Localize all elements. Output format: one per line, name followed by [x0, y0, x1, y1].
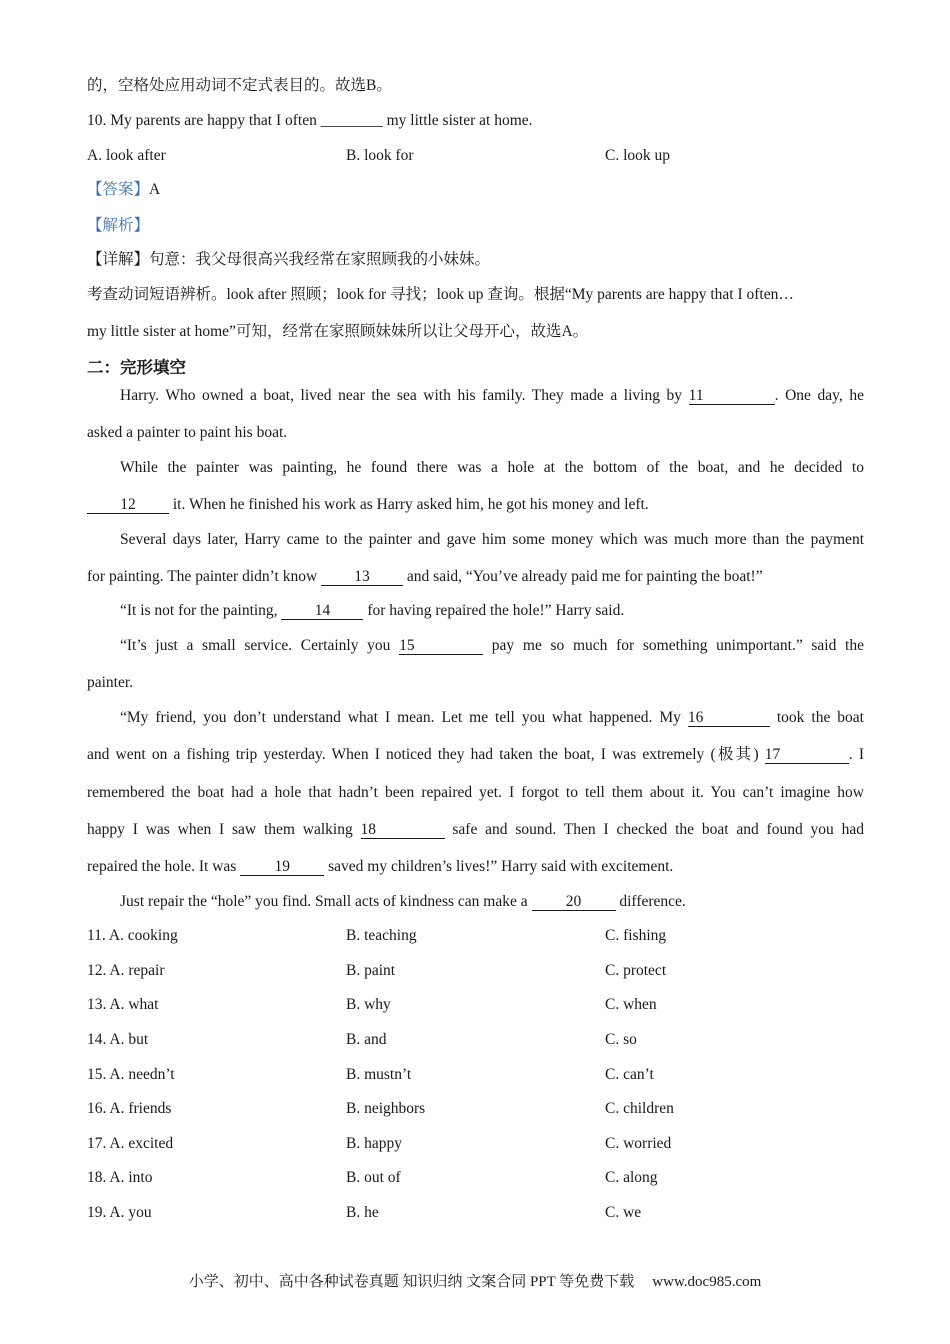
choice-16-c: C. children [605, 1100, 674, 1117]
page-footer [0, 1270, 950, 1291]
choice-13-c: C. when [605, 996, 657, 1013]
choice-14-b: B. and [346, 1031, 387, 1048]
passage-p6-line-5: repaired the hole. It was 19 saved my children’s lives!” Harry said with excitement. [87, 858, 674, 875]
choice-12-b: B. paint [346, 962, 396, 979]
prev-explanation-tail: 的，空格处应用动词不定式表目的。故选B。 [87, 77, 392, 94]
passage-p7: Just repair the “hole” you find. Small acts of kindness can make a 20 difference. [120, 893, 686, 910]
passage-p5-line-1: “It’s just a small service. Certainly you 15 pay me so much for something unimportant.” said the [120, 637, 864, 654]
blank-12: 12 [87, 496, 169, 514]
choice-16-b: B. neighbors [346, 1100, 426, 1117]
footer-url[interactable]: www.doc985.com [652, 1274, 762, 1290]
passage-p3-line-1: Several days later, Harry came to the painter and gave him some money which was much more than the payment [120, 531, 864, 548]
choice-19-b: B. he [346, 1204, 379, 1221]
passage-p3-line-2: for painting. The painter didn’t know 13 and said, “You’ve already paid me for painting the boat!” [87, 568, 763, 585]
blank-13: 13 [321, 568, 403, 586]
passage-p6-line-3: remembered the boat had a hole that hadn’t been repaired yet. I forgot to tell them about it. You can’t imagine how [87, 784, 864, 801]
choice-19-c: C. we [605, 1204, 642, 1221]
section-title: 二：完形填空 [87, 358, 186, 377]
passage-p1-line-2: asked a painter to paint his boat. [87, 424, 288, 441]
passage-p6-line-2: and went on a fishing trip yesterday. When I noticed they had taken the boat, I was extremely (极其) 17 . I [87, 746, 864, 763]
choice-14-a: 14. A. but [87, 1031, 149, 1048]
detail-tag: 【详解】 [87, 251, 150, 268]
blank-18: 18 [361, 821, 445, 839]
choice-17-b: B. happy [346, 1135, 402, 1152]
answer-tag: 【答案】 [87, 181, 150, 198]
choice-12-c: C. protect [605, 962, 667, 979]
choice-11-b: B. teaching [346, 927, 417, 944]
blank-17: 17 [765, 746, 849, 764]
blank-14: 14 [281, 602, 363, 620]
choice-15-b: B. mustn’t [346, 1066, 412, 1083]
passage-p5-line-2: painter. [87, 674, 134, 691]
choice-13-b: B. why [346, 996, 391, 1013]
passage-p4: “It is not for the painting, 14 for having repaired the hole!” Harry said. [120, 602, 625, 619]
q10-option-a: A. look after [87, 147, 166, 164]
passage-p6-line-4: happy I was when I saw them walking 18 safe and sound. Then I checked the boat and found you had [87, 821, 865, 838]
choice-11-a: 11. A. cooking [87, 927, 178, 944]
analysis-tag: 【解析】 [87, 217, 150, 234]
passage-p6-line-1: “My friend, you don’t understand what I mean. Let me tell you what happened. My 16 took the boat [120, 709, 864, 726]
choice-16-a: 16. A. friends [87, 1100, 172, 1117]
choice-14-c: C. so [605, 1031, 637, 1048]
blank-11: 11 [689, 387, 775, 405]
choice-17-c: C. worried [605, 1135, 672, 1152]
passage-p1-line-1: Harry. Who owned a boat, lived near the sea with his family. They made a living by 11 . One day, he [120, 387, 864, 404]
question-10-blank: ________ [320, 112, 383, 129]
blank-19: 19 [240, 858, 324, 876]
choice-13-a: 13. A. what [87, 996, 159, 1013]
choice-15-c: C. can’t [605, 1066, 654, 1083]
q10-answer [87, 180, 864, 200]
q10-detail: 【详解】句意：我父母很高兴我经常在家照顾我的小妹妹。 [87, 251, 491, 268]
blank-20: 20 [532, 893, 616, 911]
footer-text: 小学、初中、高中各种试卷真题 知识归纳 文案合同 PPT 等免费下载 [188, 1274, 635, 1290]
q10-option-c: C. look up [605, 147, 671, 164]
passage-p2-line-1: While the painter was painting, he found there was a hole at the bottom of the boat, and he decided to [120, 459, 864, 476]
question-10-stem: 10. My parents are happy that I often ________ my little sister at home. [87, 112, 533, 129]
choice-19-a: 19. A. you [87, 1204, 152, 1221]
choice-18-a: 18. A. into [87, 1169, 153, 1186]
passage-p2-line-2: 12 it. When he finished his work as Harry asked him, he got his money and left. [87, 495, 864, 515]
choice-15-a: 15. A. needn’t [87, 1066, 175, 1083]
choice-18-c: C. along [605, 1169, 658, 1186]
blank-16: 16 [688, 709, 770, 727]
q10-option-b: B. look for [346, 147, 414, 164]
q10-explanation-line-2: my little sister at home”可知，经常在家照顾妹妹所以让父母开心，故选A。 [87, 323, 589, 340]
q10-explanation-line-1: 考查动词短语辨析。look after 照顾；look for 寻找；look up 查询。根据“My parents are happy that I often… [87, 286, 794, 303]
choice-17-a: 17. A. excited [87, 1135, 174, 1152]
answer-value: A [149, 181, 161, 198]
blank-15: 15 [399, 637, 483, 655]
choice-11-c: C. fishing [605, 927, 667, 944]
choice-18-b: B. out of [346, 1169, 401, 1186]
choice-12-a: 12. A. repair [87, 962, 165, 979]
